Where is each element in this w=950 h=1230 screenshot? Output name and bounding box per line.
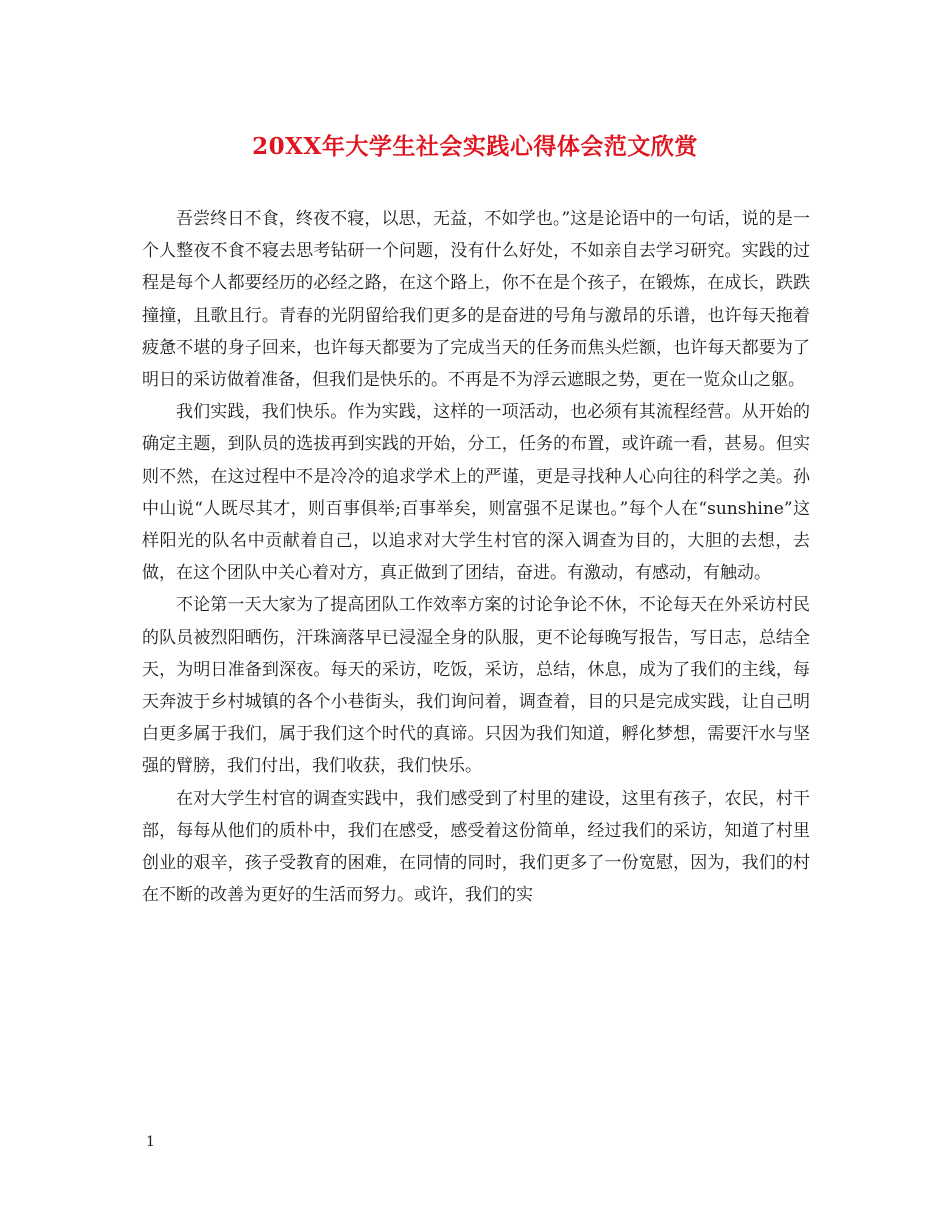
document-body (142, 203, 810, 911)
page-number: 1 (146, 1134, 155, 1150)
paragraph-1: 吾尝终日不食，终夜不寝，以思，无益，不如学也。”这是论语中的一句话，说的是一个人整夜不食不寝去思考钻研一个问题，没有什么好处，不如亲自去学习研究。实践的过程是每个人都要经历的必经之路，在这个路上，你不在是个孩子，在锻炼，在成长，跌跌撞撞，且歌且行。青春的光阴留给我们更多的是奋进的号角与激昂的乐谱，也许每天拖着疲惫不堪的身子回来，也许每天都要为了完成当天的任务而焦头烂额，也许每天都要为了明日的采访做着准备，但我们是快乐的。不再是不为浮云遮眼之势，更在一览众山之躯。 (142, 209, 810, 391)
paragraph-4: 在对大学生村官的调查实践中，我们感受到了村里的建设，这里有孩子，农民，村干部，每每从他们的质朴中，我们在感受，感受着这份简单，经过我们的采访，知道了村里创业的艰辛，孩子受教育的困难，在同情的同时，我们更多了一份宽慰，因为，我们的村在不断的改善为更好的生活而努力。或许，我们的实 (142, 788, 810, 906)
document-title: 20XX年大学生社会实践心得体会范文欣赏 (252, 133, 698, 160)
paragraph-3: 不论第一天大家为了提高团队工作效率方案的讨论争论不休，不论每天在外采访村民的队员被烈阳晒伤，汗珠滴落早已浸湿全身的队服，更不论每晚写报告，写日志，总结全天，为明日准备到深夜。每天的采访，吃饭，采访，总结，休息，成为了我们的主线，每天奔波于乡村城镇的各个小巷街头，我们询问着，调查着，目的只是完成实践，让自己明白更多属于我们，属于我们这个时代的真谛。只因为我们知道，孵化梦想，需要汗水与坚强的臂膀，我们付出，我们收获，我们快乐。 (142, 595, 810, 777)
paragraph-2: 我们实践，我们快乐。作为实践，这样的一项活动，也必须有其流程经营。从开始的确定主题，到队员的选拔再到实践的开始，分工，任务的布置，或许疏一看，甚易。但实则不然，在这过程中不是冷冷的追求学术上的严谨，更是寻找种人心向往的科学之美。孙中山说“人既尽其才，则百事俱举;百事举矣，则富强不足谋也。”每个人在“sunshine”这样阳光的队名中贡献着自己，以追求对大学生村官的深入调查为目的，大胆的去想，去做，在这个团队中关心着对方，真正做到了团结，奋进。有激动，有感动，有触动。 (142, 402, 810, 584)
